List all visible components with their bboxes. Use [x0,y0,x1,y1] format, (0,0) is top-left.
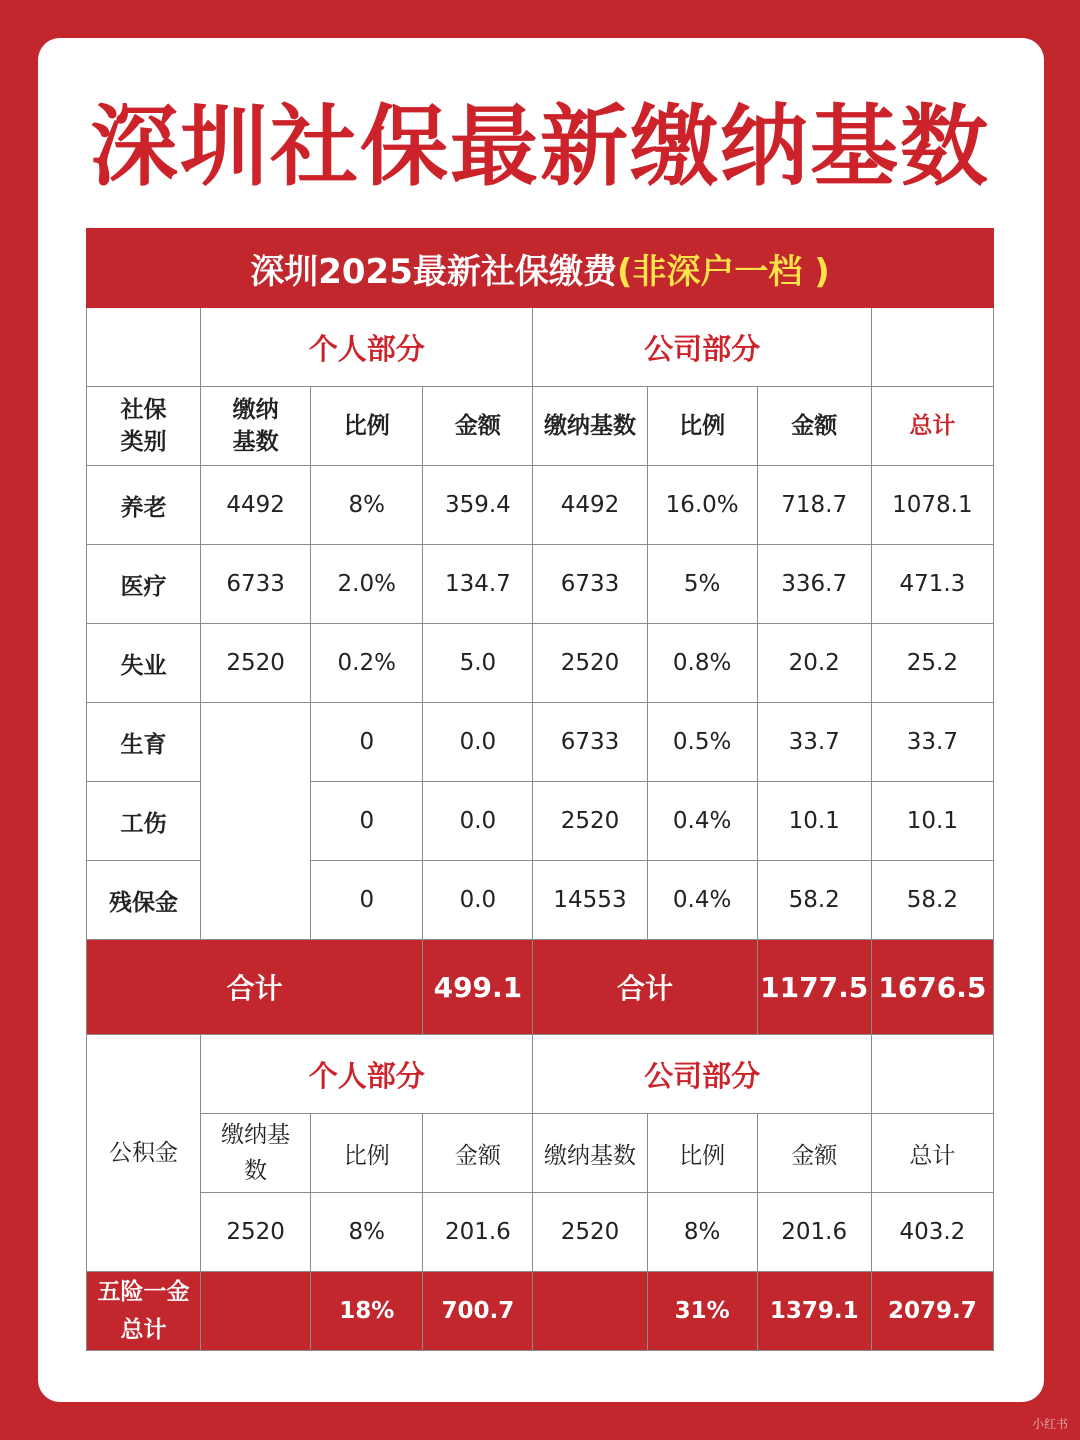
table-banner: 深圳2025最新社保缴费(非深户一档 ) [87,229,994,308]
row-personal-base: 2520 [201,624,311,703]
empty-cell [201,1272,311,1351]
header-personal-base: 缴纳基数 [201,387,311,466]
empty-cell [87,308,201,387]
row-personal-amount: 359.4 [423,466,533,545]
hf-header-personal-base: 缴纳基数 [201,1114,311,1193]
grand-company-amount: 1379.1 [757,1272,871,1351]
subtotal-row [87,940,994,1035]
company-subtotal-amount: 1177.5 [757,940,871,1035]
page-title: 深圳社保最新缴纳基数 [89,95,990,198]
row-company-base: 2520 [533,782,647,861]
row-total: 471.3 [871,545,993,624]
hf-header-total: 总计 [871,1114,993,1193]
company-subtotal-label: 合计 [533,940,757,1035]
row-company-rate: 16.0% [647,466,757,545]
header-personal-rate: 比例 [311,387,423,466]
hf-company-amount: 201.6 [757,1193,871,1272]
watermark: 小红书 [1031,1417,1068,1431]
row-company-rate: 0.5% [647,703,757,782]
personal-section-header: 个人部分 [201,308,533,387]
empty-cell [871,308,993,387]
row-personal-base: 6733 [201,545,311,624]
row-category: 工伤 [87,782,201,861]
table-row [87,624,994,703]
hf-personal-base: 2520 [201,1193,311,1272]
personal-subtotal-label: 合计 [87,940,423,1035]
row-category: 养老 [87,466,201,545]
row-category: 生育 [87,703,201,782]
row-company-base: 6733 [533,703,647,782]
row-personal-rate: 8% [311,466,423,545]
hf-header-company-rate: 比例 [647,1114,757,1193]
empty-cell [871,1035,993,1114]
row-company-amount: 58.2 [757,861,871,940]
header-personal-amount: 金额 [423,387,533,466]
row-personal-amount: 0.0 [423,703,533,782]
row-category: 残保金 [87,861,201,940]
table-row [87,545,994,624]
row-personal-rate: 2.0% [311,545,423,624]
row-company-amount: 336.7 [757,545,871,624]
grand-total-value: 2079.7 [871,1272,993,1351]
header-total: 总计 [871,387,993,466]
hf-company-rate: 8% [647,1193,757,1272]
hf-header-company-amount: 金额 [757,1114,871,1193]
row-personal-amount: 0.0 [423,861,533,940]
row-company-rate: 5% [647,545,757,624]
grand-personal-amount: 700.7 [423,1272,533,1351]
table-row [87,466,994,545]
row-company-amount: 20.2 [757,624,871,703]
row-company-base: 6733 [533,545,647,624]
personal-subtotal-amount: 499.1 [423,940,533,1035]
row-category: 失业 [87,624,201,703]
row-personal-amount: 0.0 [423,782,533,861]
social-security-table [86,228,994,1351]
grand-total-label: 五险一金总计 [87,1272,201,1351]
row-total: 10.1 [871,782,993,861]
row-company-rate: 0.4% [647,782,757,861]
header-company-amount: 金额 [757,387,871,466]
row-total: 58.2 [871,861,993,940]
header-company-base: 缴纳基数 [533,387,647,466]
header-category: 社保类别 [87,387,201,466]
row-company-amount: 10.1 [757,782,871,861]
grand-total-row [87,1272,994,1351]
hf-personal-rate: 8% [311,1193,423,1272]
row-personal-rate: 0 [311,861,423,940]
row-company-amount: 718.7 [757,466,871,545]
hf-header-personal-rate: 比例 [311,1114,423,1193]
row-total: 25.2 [871,624,993,703]
row-personal-rate: 0.2% [311,624,423,703]
hf-total: 403.2 [871,1193,993,1272]
housing-fund-label: 公积金 [87,1035,201,1272]
row-personal-amount: 5.0 [423,624,533,703]
grand-company-rate: 31% [647,1272,757,1351]
empty-cell [533,1272,647,1351]
merged-empty-base [201,703,311,940]
hf-personal-section-header: 个人部分 [201,1035,533,1114]
row-company-base: 14553 [533,861,647,940]
hf-header-company-base: 缴纳基数 [533,1114,647,1193]
row-company-rate: 0.4% [647,861,757,940]
hf-header-personal-amount: 金额 [423,1114,533,1193]
row-company-rate: 0.8% [647,624,757,703]
row-total: 1078.1 [871,466,993,545]
row-personal-base: 4492 [201,466,311,545]
hf-personal-amount: 201.6 [423,1193,533,1272]
housing-fund-row [87,1193,994,1272]
hf-company-base: 2520 [533,1193,647,1272]
row-company-amount: 33.7 [757,703,871,782]
company-section-header: 公司部分 [533,308,871,387]
grand-personal-rate: 18% [311,1272,423,1351]
row-total: 33.7 [871,703,993,782]
row-personal-amount: 134.7 [423,545,533,624]
banner-highlight: (非深户一档 ) [616,251,830,292]
row-company-base: 4492 [533,466,647,545]
header-company-rate: 比例 [647,387,757,466]
row-personal-rate: 0 [311,703,423,782]
table-row [87,703,994,782]
row-category: 医疗 [87,545,201,624]
row-company-base: 2520 [533,624,647,703]
row-personal-rate: 0 [311,782,423,861]
subtotal-grand: 1676.5 [871,940,993,1035]
hf-company-section-header: 公司部分 [533,1035,871,1114]
